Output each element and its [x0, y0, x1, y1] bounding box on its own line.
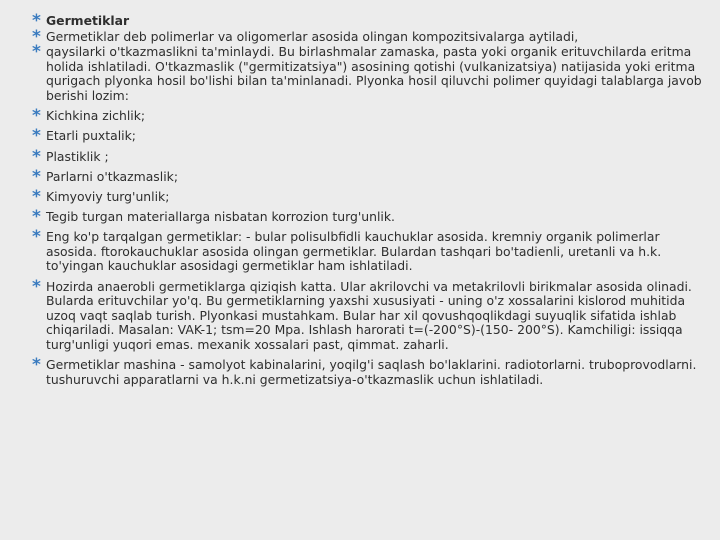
list-item: [32, 106, 704, 127]
asterisk-bullet-icon: *: [32, 126, 41, 147]
list-item-text: Parlarni o'tkazmaslik;: [46, 168, 179, 184]
asterisk-bullet-icon: *: [32, 106, 41, 127]
list-item: [32, 166, 704, 187]
list-item-text: Tegib turgan materiallarga nisbatan korrozion turg'unlik.: [46, 209, 395, 225]
list-item: [32, 227, 704, 274]
asterisk-bullet-icon: *: [32, 186, 41, 207]
list-item-text: Germetiklar deb polimerlar va oligomerlar asosida olingan kompozitsivalarga aytiladi,: [46, 28, 579, 44]
list-item: [32, 186, 704, 207]
bullet-list: [32, 11, 704, 393]
list-item: [32, 207, 704, 228]
list-item-text: Kichkina zichlik;: [46, 108, 146, 124]
list-item-title: [32, 11, 704, 31]
list-item: [32, 146, 704, 167]
list-item: [32, 126, 704, 147]
list-item: [32, 42, 704, 103]
asterisk-bullet-icon: *: [32, 42, 41, 63]
asterisk-bullet-icon: *: [32, 26, 41, 47]
list-item-text: Kimyoviy turg'unlik;: [46, 188, 170, 204]
list-item-text: Etarli puxtalik;: [46, 128, 136, 144]
asterisk-bullet-icon: *: [32, 146, 41, 167]
list-item-text: Germetiklar: [46, 13, 130, 28]
list-item: [32, 355, 704, 387]
asterisk-bullet-icon: *: [32, 227, 41, 248]
asterisk-bullet-icon: *: [32, 355, 41, 376]
asterisk-bullet-icon: *: [32, 11, 41, 31]
list-item-text: Eng ko'p tarqalgan germetiklar: - bular polisulbfidli kauchuklar asosida. kremniy organik polimerlar asosida. ftorokauchuklar asosida olingan germetiklar. Bulardan tashqari bo'tadienli, uretanli va h.k. to'yingan kauchuklar asosidagi germetiklar ham ishlatiladi.: [46, 229, 662, 274]
asterisk-bullet-icon: *: [32, 166, 41, 187]
list-item: [32, 26, 704, 47]
list-item-text: Germetiklar mashina - samolyot kabinalarini, yoqilg'i saqlash bo'laklarini. radiotorlarni. truboprovodlarni. tushuruvchi apparatlarni va h.k.ni germetizatsiya-o'tkazmaslik uchun ishlatiladi.: [46, 357, 697, 387]
list-item-text: qaysilarki o'tkazmaslikni ta'minlaydi. Bu birlashmalar zamaska, pasta yoki organik erituvchilarda eritma holida ishlatiladi. O'tkazmaslik ("germitizatsiya") asosining qotishi (vulkanizatsiya) natijasida yoki eritma qurigach plyonka hosil bo'lishi bilan ta'minlanadi. Plyonka hosil qiluvchi polimer quyidagi talablarga javob berishi lozim:: [46, 44, 702, 103]
list-item-text: Plastiklik ;: [46, 148, 109, 164]
asterisk-bullet-icon: *: [32, 207, 41, 228]
asterisk-bullet-icon: *: [32, 276, 41, 297]
list-item: [32, 276, 704, 353]
list-item-text: Hozirda anaerobli germetiklarga qiziqish katta. Ular akrilovchi va metakrilovli birikmalar asosida olinadi. Bularda erituvchilar yo'q. Bu germetiklarning yaxshi xususiyati - uning o'z xossalarini kislorod muhitida uzoq vaqt saqlab turish. Plyonkasi mustahkam. Bular har xil qovushqoqlikdagi suyuqlik sifatida ishlab chiqariladi. Masalan: VAK-1; tsm=20 Mpa. Ishlash harorati t=(-200°S)-(150- 200°S). Kamchiligi: issiqqa turg'unligi yuqori emas. mexanik xossalari past, qimmat. zaharli.: [46, 278, 692, 353]
